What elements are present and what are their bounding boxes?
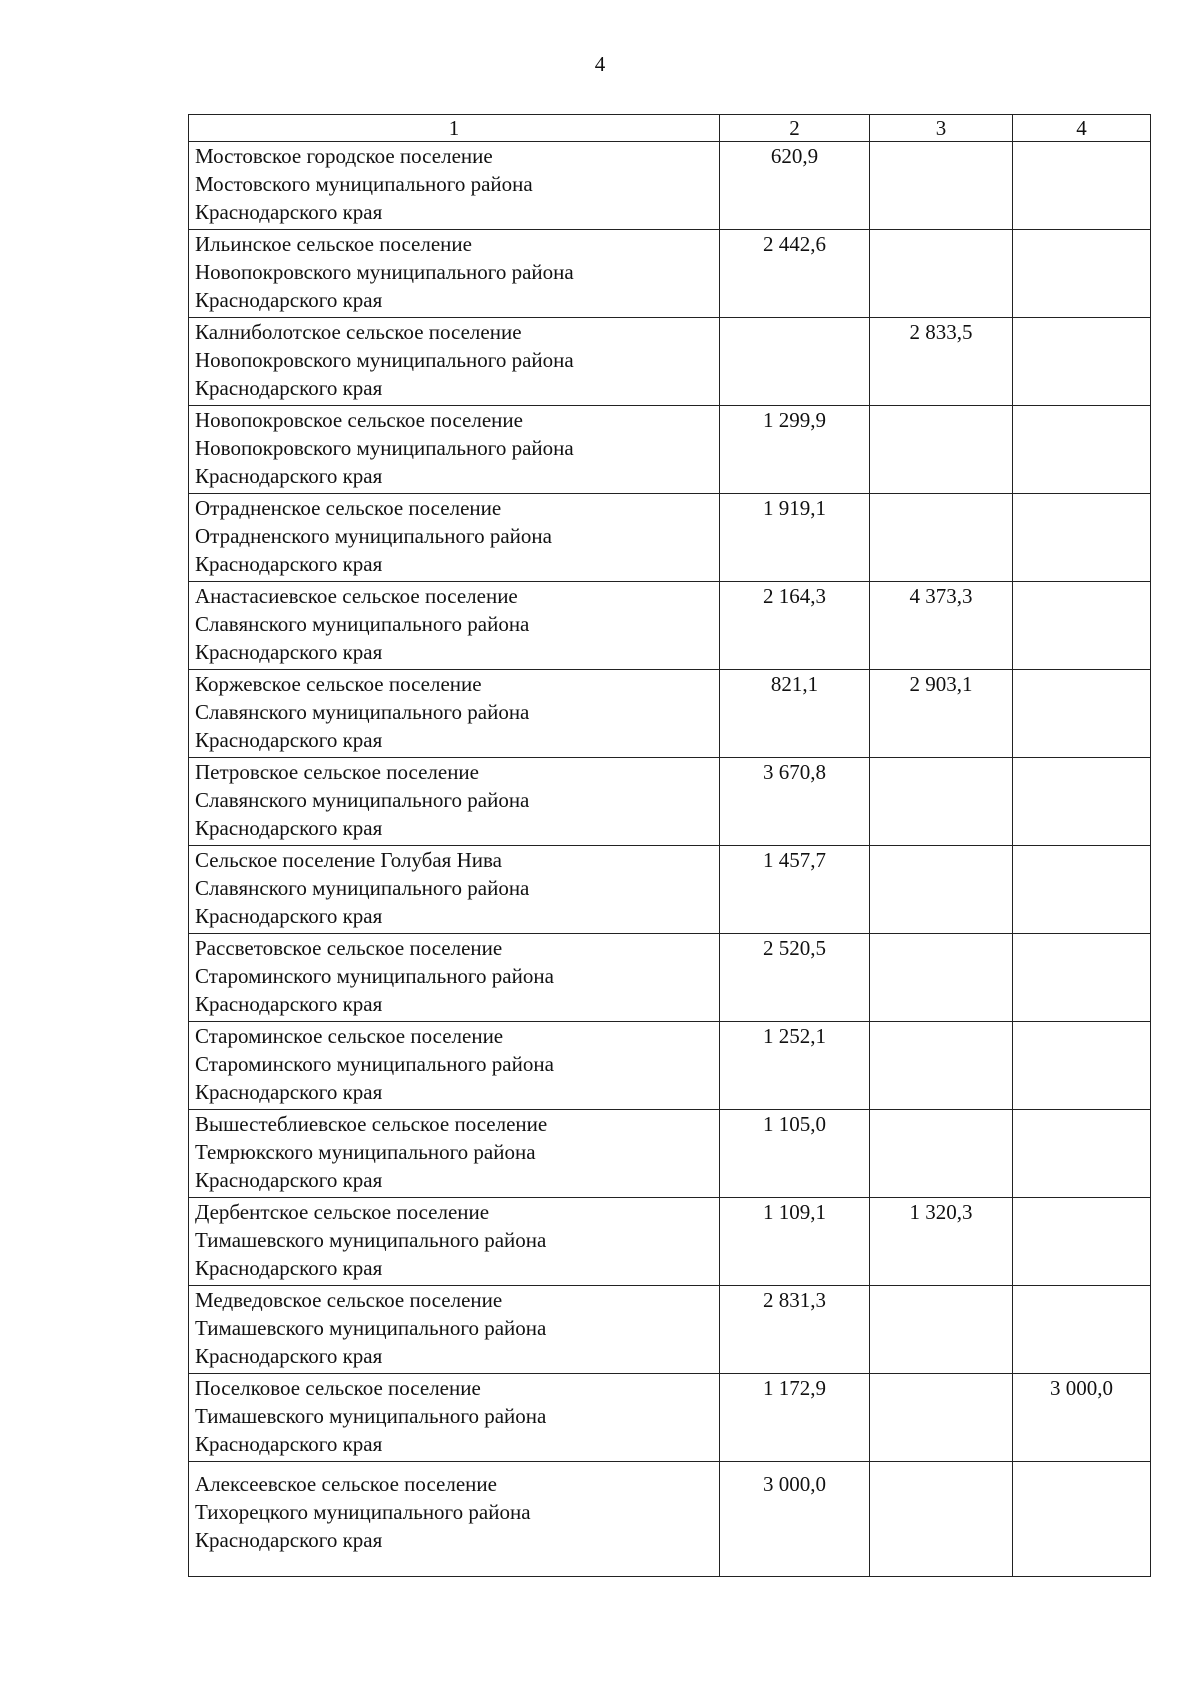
table-row bbox=[189, 230, 1151, 318]
settlement-name-cell bbox=[189, 582, 720, 670]
settlement-name-cell bbox=[189, 1198, 720, 1286]
amount-cell-c4 bbox=[1013, 1462, 1151, 1577]
column-header: 4 bbox=[1013, 115, 1151, 142]
settlement-name-line: Новопокровское сельское поселение bbox=[195, 408, 523, 432]
settlement-name-line: Отрадненского муниципального района bbox=[195, 524, 552, 548]
settlement-name-line: Дербентское сельское поселение bbox=[195, 1200, 490, 1224]
amount-cell-c2: 821,1 bbox=[720, 670, 870, 758]
settlement-name-line: Сельское поселение Голубая Нива bbox=[195, 848, 502, 872]
amount-cell-c3 bbox=[870, 406, 1013, 494]
settlement-name-line: Краснодарского края bbox=[195, 904, 383, 928]
settlement-name-cell bbox=[189, 494, 720, 582]
settlement-name-line: Вышестеблиевское сельское поселение bbox=[195, 1112, 548, 1136]
settlement-name-line: Петровское сельское поселение bbox=[195, 760, 479, 784]
settlement-name-line: Тихорецкого муниципального района bbox=[195, 1500, 531, 1524]
settlement-name-line: Новопокровского муниципального района bbox=[195, 436, 574, 460]
amount-cell-c2: 2 442,6 bbox=[720, 230, 870, 318]
amount-cell-c4 bbox=[1013, 1286, 1151, 1374]
amount-cell-c4 bbox=[1013, 934, 1151, 1022]
table-row bbox=[189, 670, 1151, 758]
column-header: 2 bbox=[720, 115, 870, 142]
settlement-name-line: Поселковое сельское поселение bbox=[195, 1376, 481, 1400]
settlement-name-line: Краснодарского края bbox=[195, 552, 383, 576]
settlement-name-line: Тимашевского муниципального района bbox=[195, 1228, 547, 1252]
allocation-table bbox=[188, 114, 1151, 1577]
amount-cell-c3 bbox=[870, 846, 1013, 934]
amount-cell-c3 bbox=[870, 494, 1013, 582]
amount-cell-c3 bbox=[870, 934, 1013, 1022]
table-row bbox=[189, 1374, 1151, 1462]
settlement-name-cell bbox=[189, 1462, 720, 1577]
page-number: 4 bbox=[594, 52, 606, 76]
amount-cell-c2: 1 105,0 bbox=[720, 1110, 870, 1198]
settlement-name-line: Темрюкского муниципального района bbox=[195, 1140, 536, 1164]
settlement-name-cell bbox=[189, 1022, 720, 1110]
settlement-name-line: Староминское сельское поселение bbox=[195, 1024, 504, 1048]
settlement-name-cell bbox=[189, 1110, 720, 1198]
amount-cell-c4 bbox=[1013, 1022, 1151, 1110]
amount-cell-c3 bbox=[870, 1022, 1013, 1110]
settlement-name-cell bbox=[189, 1374, 720, 1462]
settlement-name-line: Краснодарского края bbox=[195, 376, 383, 400]
settlement-name-line: Отрадненское сельское поселение bbox=[195, 496, 502, 520]
amount-cell-c4 bbox=[1013, 1110, 1151, 1198]
table-row bbox=[189, 1198, 1151, 1286]
settlement-name-cell bbox=[189, 142, 720, 230]
table-row bbox=[189, 1110, 1151, 1198]
amount-cell-c2: 1 919,1 bbox=[720, 494, 870, 582]
settlement-name-line: Анастасиевское сельское поселение bbox=[195, 584, 518, 608]
amount-cell-c4 bbox=[1013, 582, 1151, 670]
amount-cell-c4 bbox=[1013, 142, 1151, 230]
settlement-name-line: Краснодарского края bbox=[195, 1432, 383, 1456]
amount-cell-c4 bbox=[1013, 494, 1151, 582]
settlement-name-line: Мостовское городское поселение bbox=[195, 144, 493, 168]
settlement-name-line: Краснодарского края bbox=[195, 992, 383, 1016]
amount-cell-c2: 620,9 bbox=[720, 142, 870, 230]
settlement-name-line: Новопокровского муниципального района bbox=[195, 260, 574, 284]
amount-cell-c4 bbox=[1013, 1198, 1151, 1286]
amount-cell-c2: 3 670,8 bbox=[720, 758, 870, 846]
table-row bbox=[189, 406, 1151, 494]
settlement-name-line: Староминского муниципального района bbox=[195, 1052, 554, 1076]
settlement-name-line: Славянского муниципального района bbox=[195, 700, 530, 724]
settlement-name-line: Краснодарского края bbox=[195, 464, 383, 488]
settlement-name-line: Славянского муниципального района bbox=[195, 876, 530, 900]
settlement-name-cell bbox=[189, 1286, 720, 1374]
amount-cell-c3: 2 903,1 bbox=[870, 670, 1013, 758]
column-header: 1 bbox=[189, 115, 720, 142]
settlement-name-line: Славянского муниципального района bbox=[195, 612, 530, 636]
settlement-name-cell bbox=[189, 758, 720, 846]
amount-cell-c3 bbox=[870, 1110, 1013, 1198]
settlement-name-cell bbox=[189, 406, 720, 494]
amount-cell-c2: 1 109,1 bbox=[720, 1198, 870, 1286]
settlement-name-line: Краснодарского края bbox=[195, 816, 383, 840]
settlement-name-cell bbox=[189, 670, 720, 758]
settlement-name-line: Краснодарского края bbox=[195, 1344, 383, 1368]
amount-cell-c2 bbox=[720, 318, 870, 406]
amount-cell-c4 bbox=[1013, 670, 1151, 758]
table-row bbox=[189, 846, 1151, 934]
amount-cell-c3 bbox=[870, 1462, 1013, 1577]
settlement-name-cell bbox=[189, 230, 720, 318]
amount-cell-c2: 1 457,7 bbox=[720, 846, 870, 934]
amount-cell-c4: 3 000,0 bbox=[1013, 1374, 1151, 1462]
settlement-name-line: Краснодарского края bbox=[195, 200, 383, 224]
table-row bbox=[189, 934, 1151, 1022]
settlement-name-line: Краснодарского края bbox=[195, 1080, 383, 1104]
settlement-name-line: Алексеевское сельское поселение bbox=[195, 1472, 497, 1496]
amount-cell-c3 bbox=[870, 230, 1013, 318]
amount-cell-c4 bbox=[1013, 846, 1151, 934]
amount-cell-c4 bbox=[1013, 758, 1151, 846]
amount-cell-c4 bbox=[1013, 230, 1151, 318]
column-header: 3 bbox=[870, 115, 1013, 142]
settlement-name-line: Рассветовское сельское поселение bbox=[195, 936, 503, 960]
settlement-name-line: Медведовское сельское поселение bbox=[195, 1288, 503, 1312]
settlement-name-cell bbox=[189, 846, 720, 934]
amount-cell-c3 bbox=[870, 1286, 1013, 1374]
settlement-name-line: Краснодарского края bbox=[195, 1528, 383, 1552]
table-row bbox=[189, 582, 1151, 670]
table-row bbox=[189, 1286, 1151, 1374]
amount-cell-c2: 3 000,0 bbox=[720, 1462, 870, 1577]
settlement-name-line: Тимашевского муниципального района bbox=[195, 1404, 547, 1428]
amount-cell-c3 bbox=[870, 142, 1013, 230]
settlement-name-line: Краснодарского края bbox=[195, 1168, 383, 1192]
settlement-name-cell bbox=[189, 934, 720, 1022]
settlement-name-line: Тимашевского муниципального района bbox=[195, 1316, 547, 1340]
amount-cell-c4 bbox=[1013, 406, 1151, 494]
amount-cell-c3 bbox=[870, 758, 1013, 846]
settlement-name-line: Краснодарского края bbox=[195, 728, 383, 752]
settlement-name-line: Староминского муниципального района bbox=[195, 964, 554, 988]
settlement-name-line: Коржевское сельское поселение bbox=[195, 672, 482, 696]
amount-cell-c2: 2 520,5 bbox=[720, 934, 870, 1022]
amount-cell-c2: 2 164,3 bbox=[720, 582, 870, 670]
table-row bbox=[189, 1022, 1151, 1110]
settlement-name-line: Новопокровского муниципального района bbox=[195, 348, 574, 372]
table-row bbox=[189, 494, 1151, 582]
settlement-name-line: Мостовского муниципального района bbox=[195, 172, 533, 196]
table-row bbox=[189, 318, 1151, 406]
amount-cell-c2: 1 252,1 bbox=[720, 1022, 870, 1110]
amount-cell-c3 bbox=[870, 1374, 1013, 1462]
settlement-name-line: Славянского муниципального района bbox=[195, 788, 530, 812]
settlement-name-line: Ильинское сельское поселение bbox=[195, 232, 472, 256]
amount-cell-c3: 2 833,5 bbox=[870, 318, 1013, 406]
amount-cell-c3: 4 373,3 bbox=[870, 582, 1013, 670]
amount-cell-c4 bbox=[1013, 318, 1151, 406]
table-row bbox=[189, 1462, 1151, 1577]
amount-cell-c2: 2 831,3 bbox=[720, 1286, 870, 1374]
table-body bbox=[189, 142, 1151, 1577]
settlement-name-line: Краснодарского края bbox=[195, 640, 383, 664]
settlement-name-line: Краснодарского края bbox=[195, 288, 383, 312]
amount-cell-c2: 1 299,9 bbox=[720, 406, 870, 494]
settlement-name-line: Краснодарского края bbox=[195, 1256, 383, 1280]
settlement-name-line: Калниболотское сельское поселение bbox=[195, 320, 522, 344]
settlement-name-cell bbox=[189, 318, 720, 406]
table-row bbox=[189, 758, 1151, 846]
table-header-row bbox=[189, 115, 1151, 142]
table-row bbox=[189, 142, 1151, 230]
amount-cell-c2: 1 172,9 bbox=[720, 1374, 870, 1462]
amount-cell-c3: 1 320,3 bbox=[870, 1198, 1013, 1286]
